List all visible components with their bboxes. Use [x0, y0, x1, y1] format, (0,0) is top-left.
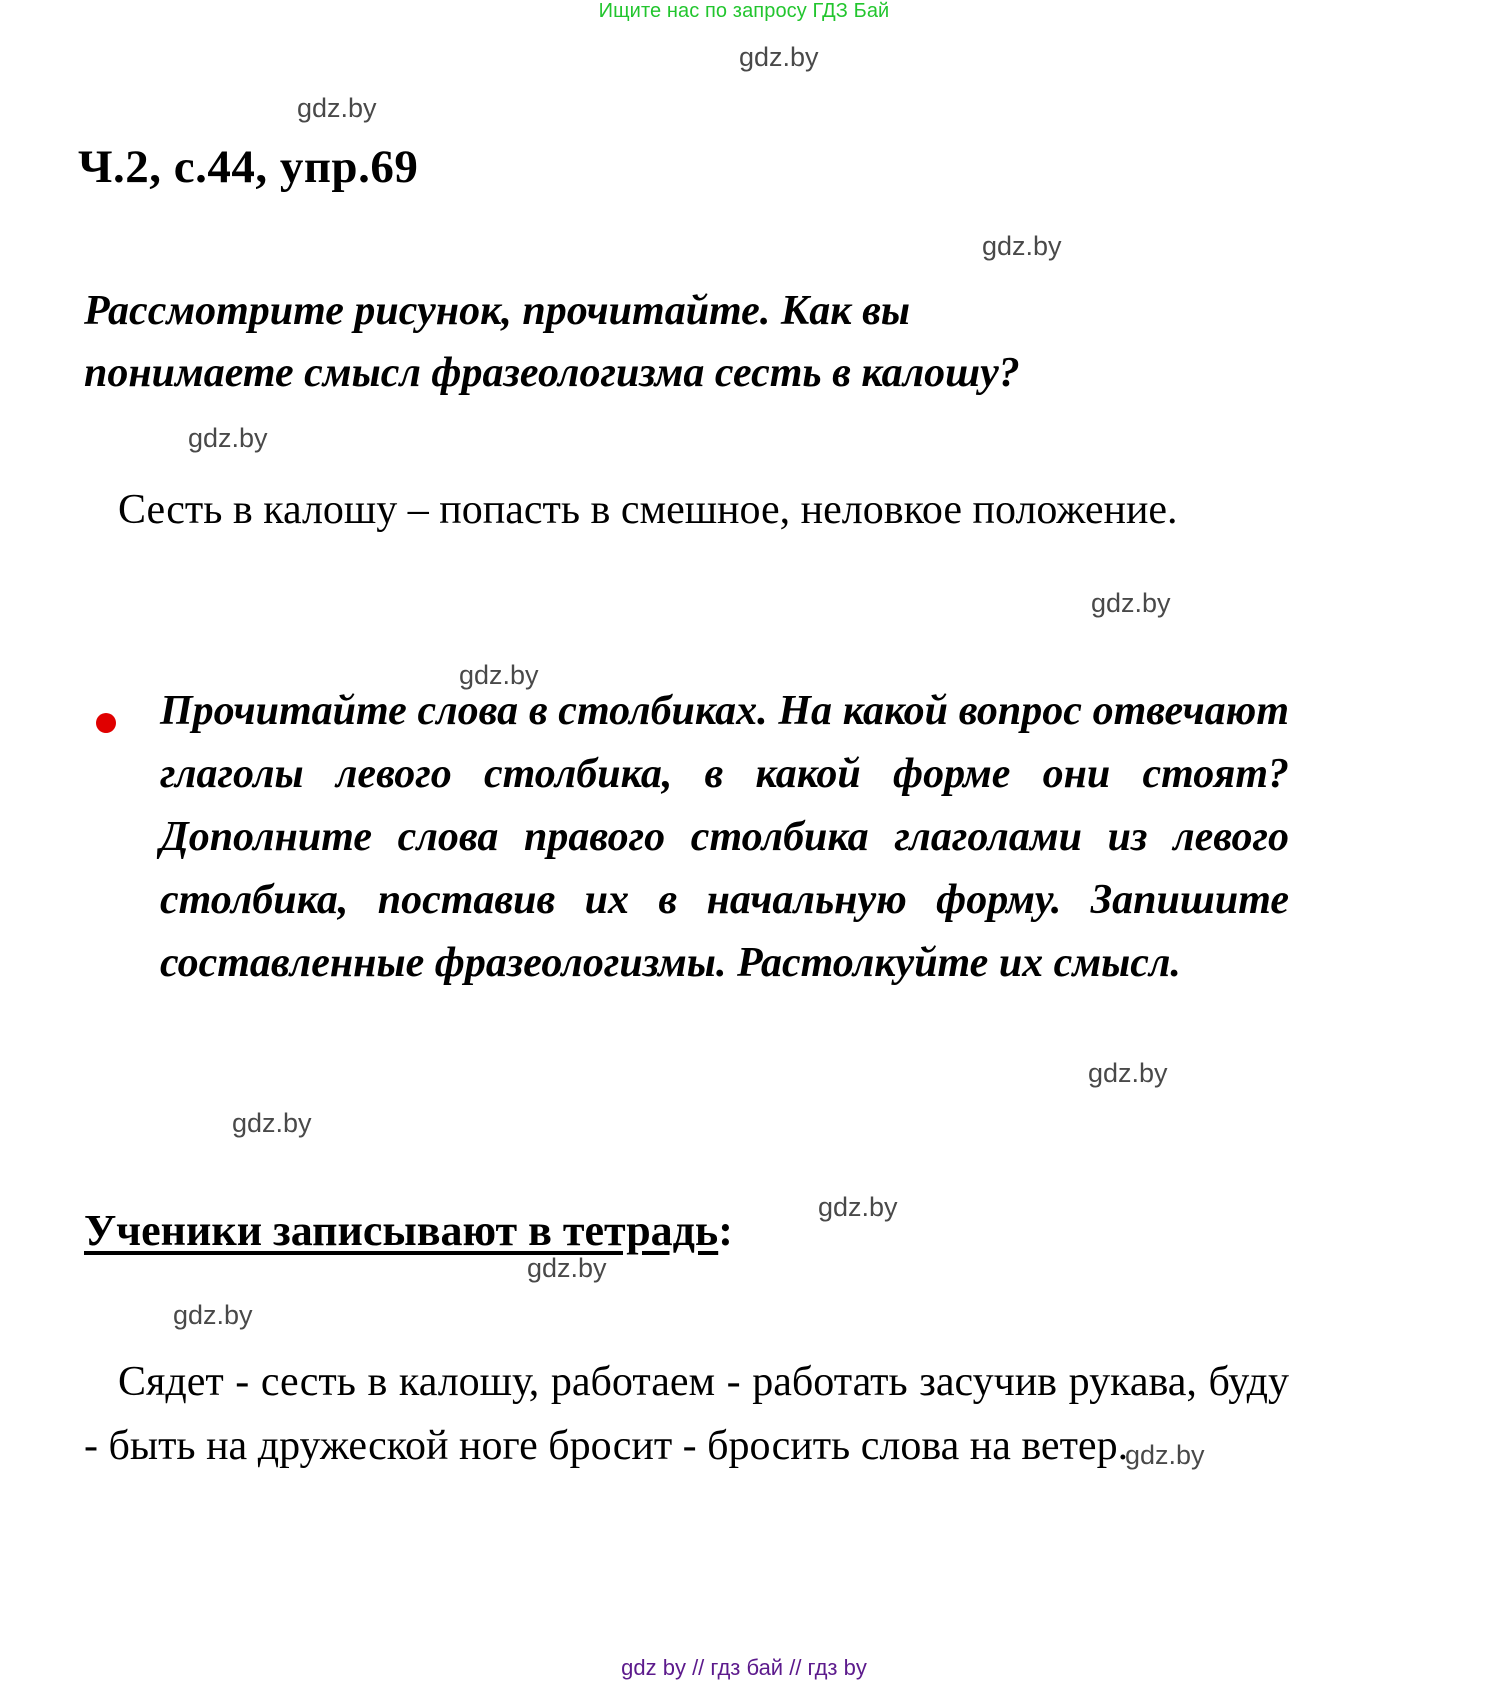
bulleted-task-tail: Растолкуйте их смысл.	[736, 940, 1181, 986]
watermark: gdz.by	[1125, 1440, 1205, 1470]
subheading-colon: :	[718, 1206, 733, 1255]
bulleted-task	[84, 680, 1289, 995]
watermark: gdz.by	[459, 660, 539, 690]
watermark: gdz.by	[818, 1192, 898, 1222]
watermark: gdz.by	[1088, 1058, 1168, 1088]
watermark: gdz.by	[1091, 588, 1171, 618]
subheading-underlined-text: Ученики записывают в тетрадь	[84, 1206, 719, 1255]
task-prompt-line-2: понимаете смысл фразеологизма сесть в калошу?	[84, 350, 1020, 396]
footer-links: gdz by // гдз бай // гдз by	[621, 1655, 867, 1680]
page-title: Ч.2, с.44, упр.69	[78, 141, 419, 193]
subheading-students-write	[84, 1205, 733, 1256]
watermark: gdz.by	[232, 1108, 312, 1138]
watermark: gdz.by	[173, 1300, 253, 1330]
answer-paragraph-1: Сесть в калошу – попасть в смешное, неловкое положение.	[118, 487, 1178, 533]
watermark: gdz.by	[739, 42, 819, 72]
promo-banner: Ищите нас по запросу ГДЗ Бай	[598, 0, 890, 22]
watermark: gdz.by	[982, 231, 1062, 261]
bulleted-task-body: Прочитайте слова в столбиках. На какой вопрос отвечают глаголы левого столбика, в какой форме они стоят? Дополните слова правого столбика глаголами из левого столбика, поставив их в начальную форму. Запишите составленные фразеологизмы.	[160, 688, 1289, 986]
bullet-dot-icon	[96, 713, 116, 733]
task-prompt-line-1: Рассмотрите рисунок, прочитайте. Как вы	[84, 288, 910, 334]
answer-paragraph-2: Сядет - сесть в калошу, работаем - работать засучив рукава, буду - быть на дружеской ноге бросит - бросить слова на ветер.	[84, 1359, 1289, 1469]
watermark: gdz.by	[527, 1253, 607, 1283]
task-prompt-main	[84, 280, 1289, 404]
watermark: gdz.by	[297, 93, 377, 123]
bulleted-task-text	[160, 680, 1289, 995]
watermark: gdz.by	[188, 423, 268, 453]
